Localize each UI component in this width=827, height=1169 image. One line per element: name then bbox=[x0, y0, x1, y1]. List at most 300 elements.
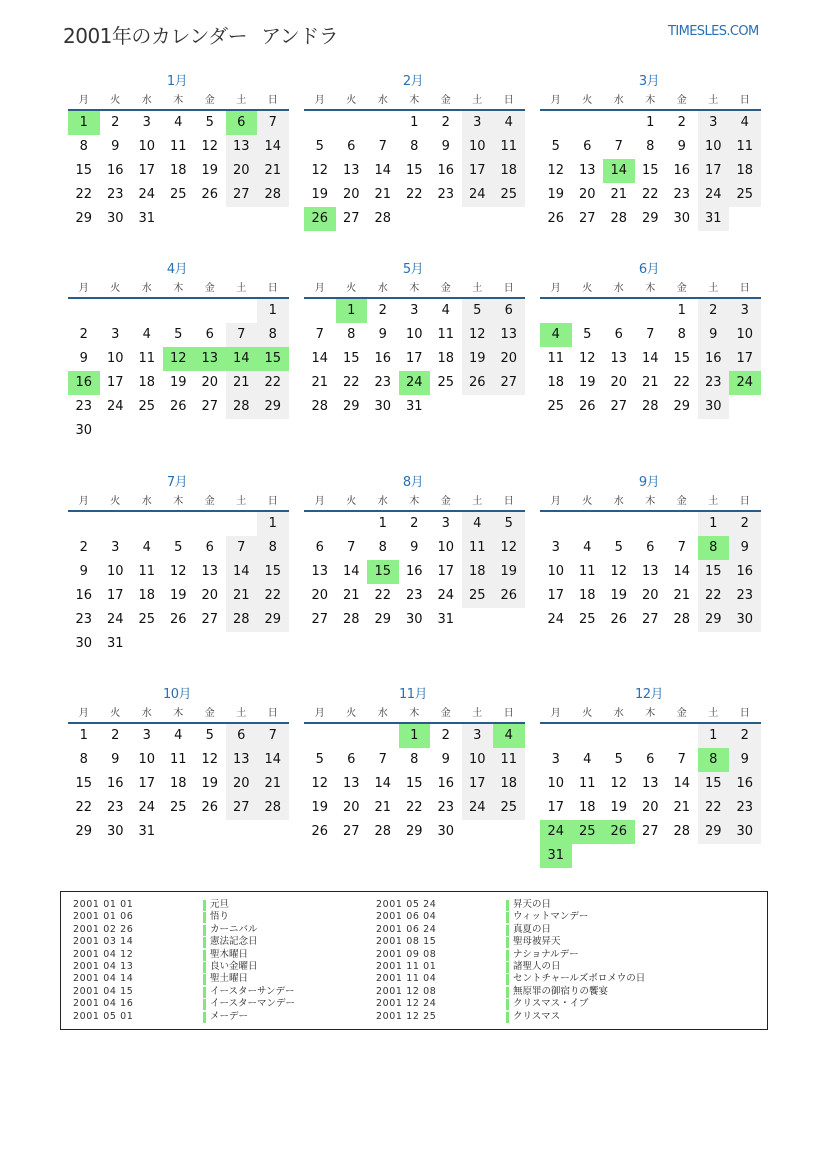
day-cell: 5 bbox=[493, 512, 525, 536]
weekday-header: 日 bbox=[257, 279, 289, 299]
day-cell: 26 bbox=[169, 612, 187, 627]
month-title: 9月 bbox=[638, 475, 660, 490]
day-cell: 2 bbox=[79, 327, 88, 342]
day-cell: 12 bbox=[462, 323, 494, 347]
weekday-header: 金 bbox=[666, 91, 698, 111]
day-cell: 31 bbox=[437, 612, 455, 627]
month-1 bbox=[66, 73, 288, 231]
day-cell: 25 bbox=[138, 612, 156, 627]
weekday-header: 火 bbox=[100, 704, 132, 724]
holiday-date: 2001 06 04 bbox=[376, 911, 437, 923]
day-cell: 9 bbox=[111, 139, 120, 154]
day-cell: 30 bbox=[106, 211, 124, 226]
day-cell: 5 bbox=[614, 540, 623, 555]
day-cell: 17 bbox=[698, 159, 730, 183]
weekday-header: 日 bbox=[729, 492, 761, 512]
weekday-header: 火 bbox=[100, 91, 132, 111]
month-grid bbox=[304, 279, 524, 419]
day-cell: 13 bbox=[610, 351, 628, 366]
day-cell: 21 bbox=[257, 159, 289, 183]
day-cell: 20 bbox=[226, 159, 258, 183]
day-cell: 18 bbox=[493, 159, 525, 183]
weekday-header: 月 bbox=[540, 492, 572, 512]
empty-cell bbox=[304, 111, 336, 135]
day-cell: 19 bbox=[610, 588, 628, 603]
weekday-header: 金 bbox=[430, 704, 462, 724]
day-cell: 20 bbox=[201, 588, 219, 603]
day-cell: 27 bbox=[641, 612, 659, 627]
day-cell: 16 bbox=[106, 776, 124, 791]
empty-cell bbox=[163, 512, 195, 536]
day-cell: 16 bbox=[106, 163, 124, 178]
weekday-header: 日 bbox=[493, 492, 525, 512]
month-title: 6月 bbox=[638, 262, 660, 277]
holiday-name: カーニバル bbox=[210, 923, 258, 935]
day-cell: 24 bbox=[437, 588, 455, 603]
day-cell: 23 bbox=[75, 399, 93, 414]
month-grid bbox=[540, 279, 760, 419]
day-cell: 25 bbox=[437, 375, 455, 390]
day-cell: 9 bbox=[410, 540, 419, 555]
day-cell: 28 bbox=[226, 395, 258, 419]
weekday-header: 木 bbox=[163, 279, 195, 299]
day-cell: 6 bbox=[347, 139, 356, 154]
day-cell: 22 bbox=[405, 187, 423, 202]
weekday-header: 日 bbox=[729, 704, 761, 724]
weekday-header: 火 bbox=[572, 492, 604, 512]
day-cell: 5 bbox=[614, 752, 623, 767]
holiday-day-cell: 1 bbox=[399, 724, 431, 748]
day-cell: 2 bbox=[698, 299, 730, 323]
day-cell: 11 bbox=[729, 135, 761, 159]
day-cell: 28 bbox=[311, 399, 329, 414]
day-cell: 30 bbox=[437, 824, 455, 839]
holiday-date: 2001 04 15 bbox=[73, 985, 134, 997]
day-cell: 7 bbox=[677, 752, 686, 767]
day-cell: 4 bbox=[142, 327, 151, 342]
day-cell: 23 bbox=[437, 800, 455, 815]
day-cell: 20 bbox=[578, 187, 596, 202]
weekday-header: 金 bbox=[194, 704, 226, 724]
day-cell: 18 bbox=[578, 800, 596, 815]
day-cell: 28 bbox=[374, 824, 392, 839]
day-cell: 11 bbox=[138, 564, 156, 579]
day-cell: 19 bbox=[201, 776, 219, 791]
day-cell: 4 bbox=[493, 111, 525, 135]
empty-cell bbox=[540, 724, 572, 748]
day-cell: 7 bbox=[646, 327, 655, 342]
day-cell: 26 bbox=[169, 399, 187, 414]
weekday-header: 火 bbox=[100, 279, 132, 299]
day-cell: 3 bbox=[729, 299, 761, 323]
day-cell: 14 bbox=[673, 776, 691, 791]
weekday-header: 水 bbox=[603, 704, 635, 724]
day-cell: 22 bbox=[257, 371, 289, 395]
holiday-date: 2001 05 01 bbox=[73, 1010, 134, 1022]
weekday-header: 木 bbox=[163, 91, 195, 111]
day-cell: 15 bbox=[75, 163, 93, 178]
weekday-header: 水 bbox=[131, 279, 163, 299]
site-link[interactable]: TIMESLES.COM bbox=[668, 24, 759, 39]
title-text: 2001年のカレンダー bbox=[63, 24, 248, 48]
empty-cell bbox=[226, 299, 258, 323]
day-cell: 1 bbox=[79, 728, 88, 743]
weekday-header: 月 bbox=[540, 91, 572, 111]
day-cell: 21 bbox=[641, 375, 659, 390]
day-cell: 31 bbox=[698, 207, 730, 231]
holiday-date: 2001 12 24 bbox=[376, 998, 437, 1010]
day-cell: 3 bbox=[551, 540, 560, 555]
day-cell: 15 bbox=[405, 776, 423, 791]
day-cell: 25 bbox=[138, 399, 156, 414]
weekday-header: 土 bbox=[226, 492, 258, 512]
day-cell: 11 bbox=[462, 536, 494, 560]
day-cell: 26 bbox=[201, 187, 219, 202]
day-cell: 4 bbox=[441, 303, 450, 318]
weekday-header: 金 bbox=[666, 492, 698, 512]
holiday-name: メーデー bbox=[210, 1010, 249, 1022]
weekday-header: 金 bbox=[194, 492, 226, 512]
day-cell: 19 bbox=[169, 375, 187, 390]
holiday-date: 2001 11 04 bbox=[376, 973, 437, 985]
day-cell: 5 bbox=[174, 327, 183, 342]
day-cell: 30 bbox=[374, 399, 392, 414]
day-cell: 2 bbox=[729, 724, 761, 748]
day-cell: 15 bbox=[641, 163, 659, 178]
holiday-name: 真夏の日 bbox=[513, 923, 552, 935]
day-cell: 5 bbox=[174, 540, 183, 555]
weekday-header: 土 bbox=[462, 492, 494, 512]
day-cell: 26 bbox=[462, 371, 494, 395]
holiday-day-cell: 24 bbox=[540, 820, 572, 844]
weekday-header: 水 bbox=[367, 91, 399, 111]
weekday-header: 金 bbox=[430, 91, 462, 111]
day-cell: 10 bbox=[698, 135, 730, 159]
day-cell: 25 bbox=[493, 796, 525, 820]
empty-cell bbox=[367, 111, 399, 135]
month-4 bbox=[66, 261, 288, 443]
day-cell: 27 bbox=[226, 796, 258, 820]
day-cell: 27 bbox=[610, 399, 628, 414]
day-cell: 6 bbox=[646, 540, 655, 555]
day-cell: 2 bbox=[111, 115, 120, 130]
holiday-marker bbox=[203, 962, 206, 973]
weekday-header: 木 bbox=[635, 492, 667, 512]
day-cell: 29 bbox=[405, 824, 423, 839]
day-cell: 17 bbox=[106, 588, 124, 603]
day-cell: 24 bbox=[138, 800, 156, 815]
weekday-header: 日 bbox=[729, 279, 761, 299]
holiday-day-cell: 8 bbox=[698, 536, 730, 560]
month-title: 10月 bbox=[162, 687, 192, 702]
weekday-header: 木 bbox=[399, 279, 431, 299]
holiday-date: 2001 04 14 bbox=[73, 973, 134, 985]
holiday-day-cell: 26 bbox=[304, 207, 336, 231]
day-cell: 20 bbox=[311, 588, 329, 603]
day-cell: 25 bbox=[462, 584, 494, 608]
weekday-header: 火 bbox=[336, 279, 368, 299]
day-cell: 14 bbox=[374, 163, 392, 178]
day-cell: 26 bbox=[610, 612, 628, 627]
day-cell: 14 bbox=[226, 560, 258, 584]
day-cell: 22 bbox=[698, 796, 730, 820]
day-cell: 16 bbox=[437, 163, 455, 178]
day-cell: 11 bbox=[138, 351, 156, 366]
day-cell: 17 bbox=[729, 347, 761, 371]
day-cell: 8 bbox=[257, 536, 289, 560]
day-cell: 5 bbox=[583, 327, 592, 342]
day-cell: 2 bbox=[79, 540, 88, 555]
day-cell: 10 bbox=[547, 776, 565, 791]
day-cell: 28 bbox=[673, 824, 691, 839]
day-cell: 22 bbox=[257, 584, 289, 608]
day-cell: 19 bbox=[201, 163, 219, 178]
day-cell: 24 bbox=[547, 612, 565, 627]
holiday-marker bbox=[203, 937, 206, 948]
day-cell: 23 bbox=[673, 187, 691, 202]
day-cell: 14 bbox=[342, 564, 360, 579]
day-cell: 19 bbox=[547, 187, 565, 202]
holiday-name: イースターマンデー bbox=[210, 998, 296, 1010]
holiday-date: 2001 08 15 bbox=[376, 936, 437, 948]
day-cell: 17 bbox=[405, 351, 423, 366]
day-cell: 29 bbox=[257, 608, 289, 632]
weekday-header: 月 bbox=[68, 91, 100, 111]
day-cell: 17 bbox=[462, 159, 494, 183]
day-cell: 31 bbox=[106, 636, 124, 651]
day-cell: 9 bbox=[111, 752, 120, 767]
weekday-header: 土 bbox=[462, 704, 494, 724]
day-cell: 6 bbox=[205, 327, 214, 342]
day-cell: 11 bbox=[169, 752, 187, 767]
day-cell: 20 bbox=[493, 347, 525, 371]
day-cell: 29 bbox=[374, 612, 392, 627]
month-title: 7月 bbox=[166, 475, 188, 490]
holiday-date: 2001 04 13 bbox=[73, 960, 134, 972]
holiday-date: 2001 01 06 bbox=[73, 911, 134, 923]
empty-cell bbox=[572, 512, 604, 536]
day-cell: 12 bbox=[201, 139, 219, 154]
day-cell: 25 bbox=[578, 612, 596, 627]
day-cell: 23 bbox=[374, 375, 392, 390]
holiday-marker bbox=[506, 912, 509, 923]
day-cell: 24 bbox=[106, 612, 124, 627]
day-cell: 13 bbox=[226, 748, 258, 772]
holiday-marker bbox=[203, 912, 206, 923]
holiday-name: クリスマス・イブ bbox=[513, 998, 589, 1010]
holiday-name: 無原罪の御宿りの饗宴 bbox=[513, 985, 609, 997]
day-cell: 31 bbox=[405, 399, 423, 414]
day-cell: 28 bbox=[673, 612, 691, 627]
day-cell: 20 bbox=[342, 800, 360, 815]
day-cell: 23 bbox=[75, 612, 93, 627]
empty-cell bbox=[163, 299, 195, 323]
holiday-date: 2001 06 24 bbox=[376, 923, 437, 935]
day-cell: 3 bbox=[441, 516, 450, 531]
empty-cell bbox=[666, 724, 698, 748]
holiday-marker bbox=[203, 1012, 206, 1023]
empty-cell bbox=[336, 724, 368, 748]
empty-cell bbox=[540, 111, 572, 135]
day-cell: 9 bbox=[698, 323, 730, 347]
month-11 bbox=[302, 686, 524, 844]
day-cell: 24 bbox=[698, 183, 730, 207]
holiday-date: 2001 03 14 bbox=[73, 936, 134, 948]
day-cell: 22 bbox=[405, 800, 423, 815]
day-cell: 28 bbox=[257, 183, 289, 207]
day-cell: 17 bbox=[138, 163, 156, 178]
month-grid bbox=[304, 91, 524, 231]
empty-cell bbox=[131, 512, 163, 536]
day-cell: 24 bbox=[462, 796, 494, 820]
month-grid bbox=[540, 492, 760, 632]
day-cell: 31 bbox=[138, 211, 156, 226]
day-cell: 21 bbox=[342, 588, 360, 603]
day-cell: 2 bbox=[378, 303, 387, 318]
day-cell: 7 bbox=[378, 752, 387, 767]
day-cell: 30 bbox=[673, 211, 691, 226]
day-cell: 20 bbox=[226, 772, 258, 796]
day-cell: 28 bbox=[226, 608, 258, 632]
month-title: 2月 bbox=[402, 74, 424, 89]
day-cell: 5 bbox=[462, 299, 494, 323]
day-cell: 8 bbox=[410, 752, 419, 767]
month-title: 12月 bbox=[634, 687, 664, 702]
holiday-day-cell: 12 bbox=[163, 347, 195, 371]
weekday-header: 月 bbox=[304, 492, 336, 512]
holiday-name: 聖母被昇天 bbox=[513, 936, 561, 948]
day-cell: 29 bbox=[698, 608, 730, 632]
holiday-day-cell: 24 bbox=[729, 371, 761, 395]
day-cell: 30 bbox=[106, 824, 124, 839]
empty-cell bbox=[367, 724, 399, 748]
day-cell: 5 bbox=[205, 115, 214, 130]
day-cell: 26 bbox=[493, 584, 525, 608]
day-cell: 3 bbox=[111, 540, 120, 555]
weekday-header: 土 bbox=[226, 704, 258, 724]
day-cell: 6 bbox=[614, 327, 623, 342]
month-title: 8月 bbox=[402, 475, 424, 490]
month-grid bbox=[540, 91, 760, 231]
day-cell: 21 bbox=[374, 187, 392, 202]
day-cell: 29 bbox=[342, 399, 360, 414]
day-cell: 1 bbox=[257, 512, 289, 536]
weekday-header: 日 bbox=[257, 492, 289, 512]
day-cell: 15 bbox=[673, 351, 691, 366]
holiday-name: ナショナルデー bbox=[513, 948, 579, 960]
day-cell: 21 bbox=[610, 187, 628, 202]
day-cell: 11 bbox=[437, 327, 455, 342]
day-cell: 7 bbox=[226, 323, 258, 347]
day-cell: 4 bbox=[729, 111, 761, 135]
day-cell: 27 bbox=[201, 399, 219, 414]
month-3 bbox=[538, 73, 760, 231]
empty-cell bbox=[194, 299, 226, 323]
holiday-marker bbox=[203, 950, 206, 961]
day-cell: 8 bbox=[257, 323, 289, 347]
day-cell: 30 bbox=[729, 608, 761, 632]
weekday-header: 日 bbox=[493, 279, 525, 299]
empty-cell bbox=[194, 512, 226, 536]
empty-cell bbox=[68, 299, 100, 323]
day-cell: 17 bbox=[437, 564, 455, 579]
holiday-name: 諸聖人の日 bbox=[513, 960, 561, 972]
day-cell: 7 bbox=[378, 139, 387, 154]
holiday-date: 2001 01 01 bbox=[73, 899, 134, 910]
weekday-header: 火 bbox=[572, 704, 604, 724]
weekday-header: 水 bbox=[603, 279, 635, 299]
day-cell: 21 bbox=[226, 371, 258, 395]
day-cell: 15 bbox=[257, 560, 289, 584]
day-cell: 2 bbox=[729, 512, 761, 536]
holiday-day-cell: 1 bbox=[336, 299, 368, 323]
weekday-header: 土 bbox=[698, 704, 730, 724]
month-grid bbox=[68, 279, 288, 443]
day-cell: 4 bbox=[583, 752, 592, 767]
empty-cell bbox=[304, 512, 336, 536]
day-cell: 22 bbox=[698, 584, 730, 608]
day-cell: 10 bbox=[462, 135, 494, 159]
day-cell: 25 bbox=[729, 183, 761, 207]
day-cell: 27 bbox=[493, 371, 525, 395]
weekday-header: 火 bbox=[336, 704, 368, 724]
holiday-marker bbox=[506, 925, 509, 936]
weekday-header: 水 bbox=[131, 91, 163, 111]
weekday-header: 月 bbox=[304, 279, 336, 299]
empty-cell bbox=[572, 299, 604, 323]
day-cell: 30 bbox=[698, 395, 730, 419]
empty-cell bbox=[336, 111, 368, 135]
weekday-header: 月 bbox=[68, 704, 100, 724]
empty-cell bbox=[572, 724, 604, 748]
day-cell: 13 bbox=[201, 564, 219, 579]
weekday-header: 土 bbox=[698, 492, 730, 512]
weekday-header: 木 bbox=[635, 704, 667, 724]
weekday-header: 土 bbox=[226, 91, 258, 111]
weekday-header: 金 bbox=[666, 279, 698, 299]
day-cell: 6 bbox=[347, 752, 356, 767]
day-cell: 23 bbox=[698, 371, 730, 395]
day-cell: 10 bbox=[729, 323, 761, 347]
empty-cell bbox=[603, 724, 635, 748]
day-cell: 12 bbox=[169, 564, 187, 579]
weekday-header: 土 bbox=[462, 279, 494, 299]
day-cell: 9 bbox=[378, 327, 387, 342]
day-cell: 4 bbox=[462, 512, 494, 536]
holiday-day-cell: 14 bbox=[603, 159, 635, 183]
day-cell: 18 bbox=[547, 375, 565, 390]
day-cell: 6 bbox=[315, 540, 324, 555]
holiday-name: ウィットマンデー bbox=[513, 911, 589, 923]
day-cell: 22 bbox=[641, 187, 659, 202]
day-cell: 4 bbox=[174, 728, 183, 743]
day-cell: 9 bbox=[729, 536, 761, 560]
empty-cell bbox=[304, 724, 336, 748]
holiday-day-cell: 16 bbox=[68, 371, 100, 395]
holiday-legend bbox=[60, 891, 768, 1030]
day-cell: 14 bbox=[374, 776, 392, 791]
day-cell: 12 bbox=[578, 351, 596, 366]
day-cell: 12 bbox=[547, 163, 565, 178]
holiday-marker bbox=[506, 950, 509, 961]
day-cell: 29 bbox=[75, 211, 93, 226]
day-cell: 28 bbox=[641, 399, 659, 414]
month-title: 4月 bbox=[166, 262, 188, 277]
day-cell: 18 bbox=[169, 163, 187, 178]
day-cell: 27 bbox=[201, 612, 219, 627]
holiday-day-cell: 31 bbox=[540, 844, 572, 868]
day-cell: 2 bbox=[677, 115, 686, 130]
